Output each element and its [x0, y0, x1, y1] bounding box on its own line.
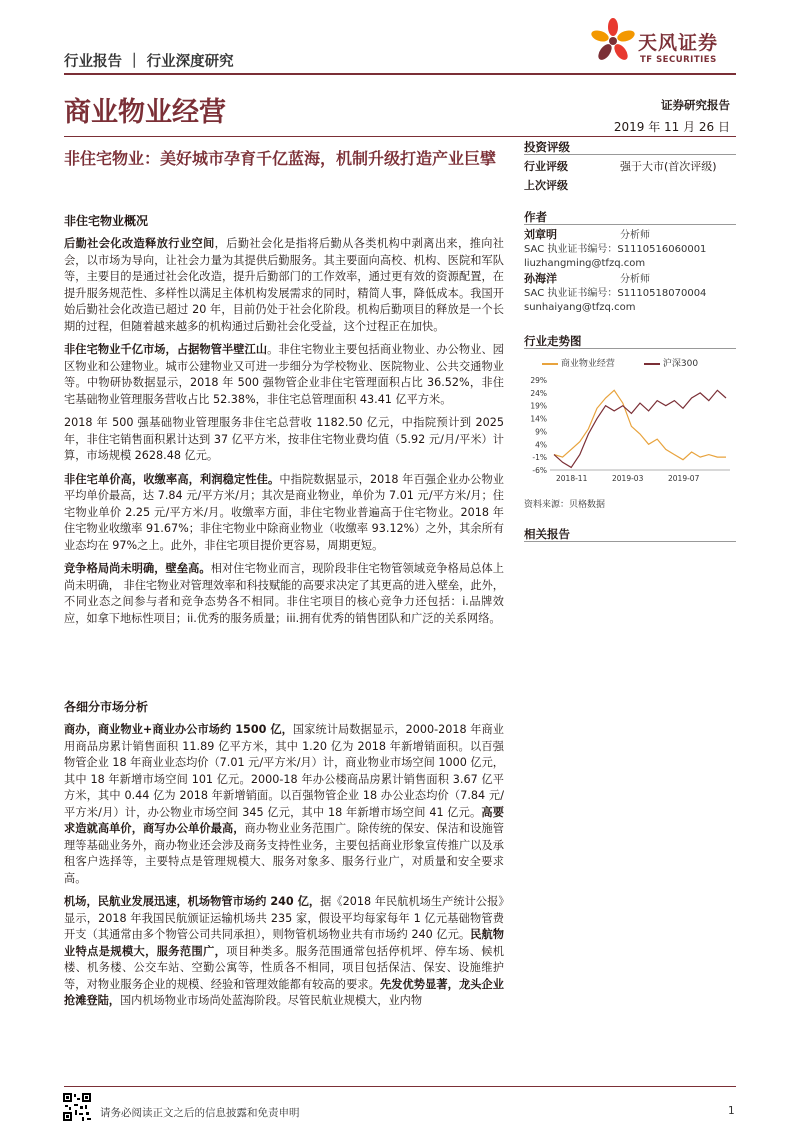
paragraph-text: 。非住宅物业主要包括商业物业、办公物业、园区物业和公建物业。城市公建物业又可进一步细分为学校物业、医院物业、公共交通物业等。中物研协数据显示，2018 年 500 强物管企业非住宅管理面积占比 36.52%，非住宅基础物业管理服务营收占比 52.38%，非住宅总管理面积 43.41 亿平方米。 — [64, 343, 504, 406]
author-email[interactable]: liuzhangming@tfzq.com — [524, 258, 646, 269]
tf-securities-logo — [590, 17, 740, 73]
report-type: 证券研究报告 — [661, 98, 730, 112]
author-role: 分析师 — [620, 230, 650, 241]
report-category: 行业报告 ｜ 行业深度研究 — [64, 54, 234, 70]
paragraph-market-size — [64, 415, 504, 465]
paragraph-text: 相对住宅物业而言，现阶段非住宅物管领域竞争格局总体上尚未明确， 非住宅物业对管理效率和科技赋能的高要求决定了其更高的进入壁垒，此外，不同业态之间参与者和竞争态势各不相同。非住宅项目的核心竞争力还包括：i.品牌效应，如拿下地标性项目；ii.优秀的服务质量；iii.拥有优秀的销售团队和广泛的关系网络。 — [64, 562, 504, 625]
paragraph-lead: 商办，商业物业+商业办公市场约 1500 亿， — [64, 723, 293, 736]
qr-code-icon[interactable] — [62, 1092, 92, 1122]
paragraph-highlight: 民航物业特点是规模大，服务范围广， — [64, 928, 504, 958]
paragraph-logistics — [64, 236, 504, 335]
y-tick-label: 24% — [530, 388, 547, 398]
page-title: 商业物业经营 — [64, 97, 226, 128]
paragraph-highlight: 高要求造就高单价，商写办公单价最高， — [64, 805, 504, 835]
report-date: 2019 年 11 月 26 日 — [613, 120, 730, 134]
y-tick-label: -1% — [532, 453, 547, 463]
paragraph-text: 2018 年 500 强基础物业管理服务非住宅总营收 1182.50 亿元，中指院预计到 2025 年，非住宅销售面积累计达到 37 亿平方米，按非住宅物业费均值（5.92 元/月/平米）计算，市场规模 2628.48 亿元。 — [64, 416, 504, 462]
author-card — [524, 228, 736, 271]
paragraph-price — [64, 472, 504, 555]
page-number: 1 — [728, 1105, 735, 1117]
y-tick-label: 29% — [530, 376, 547, 385]
author-email[interactable]: sunhaiyang@tfzq.com — [524, 302, 636, 313]
author-name: 刘章明 — [524, 228, 557, 241]
footer-disclaimer[interactable]: 请务必阅读正文之后的信息披露和免责申明 — [100, 1107, 300, 1119]
paragraph-airport — [64, 894, 504, 1010]
author-card — [524, 272, 736, 315]
paragraph-lead: 竞争格局尚未明确，壁垒高。 — [64, 562, 211, 575]
title-divider — [64, 136, 736, 137]
trend-divider — [524, 348, 736, 349]
paragraph-lead: 后勤社会化改造释放行业空间 — [64, 237, 215, 250]
section-heading-segments: 各细分市场分析 — [64, 700, 149, 714]
logo-name-en: TF SECURITIES — [640, 55, 717, 65]
section-heading-overview: 非住宅物业概况 — [64, 214, 149, 228]
trend-heading: 行业走势图 — [524, 334, 582, 348]
previous-rating-label: 上次评级 — [524, 179, 568, 192]
paragraph-text: ，后勤社会化是指将后勤从各类机构中剥离出来，推向社会，以市场为导向，让社会力量为其提供后勤服务。其主要面向高校、机构、医院和军队等，主要目的是通过社会化改造，提升后勤部门的工作效率，通过更有效的资源配置，在提升服务规范性、多样性以满足主体机构发展需求的同时，精简人事，降低成本。我国开始后勤社会化改造已超过 20 年，目前仍处于社会化阶段。机构后勤项目的释放是一个长期的过程，但随着越来越多的机构通过后勤社会化受益，这个过程正在加快。 — [64, 237, 504, 333]
logo-flower-icon — [590, 17, 636, 67]
author-cert: SAC 执业证书编号：S1110518070004 — [524, 288, 707, 299]
y-tick-label: 9% — [535, 427, 547, 437]
paragraph-text: 项目种类多。服务范围通常包括停机坪、停车场、候机楼、机务楼、公交车站、空勤公寓等，性质各不相同，项目包括保洁、保安、设施维护等，对物业服务企业的规模、经验和管理效能都有较高的要求。 — [64, 944, 504, 991]
header-divider — [64, 73, 736, 75]
legend-label-1: 沪深300 — [662, 359, 699, 369]
trend-source: 资料来源：贝格数据 — [524, 500, 606, 510]
author-cert: SAC 执业证书编号：S1110516060001 — [524, 244, 707, 255]
logo-name-cn: 天风证券 — [638, 32, 719, 54]
authors-divider — [524, 224, 736, 225]
paragraph-lead: 非住宅单价高，收缴率高，利润稳定性佳。 — [64, 472, 280, 486]
paragraph-office — [64, 722, 504, 887]
y-tick-label: 14% — [530, 414, 547, 424]
paragraph-text: 据《2018 年民航机场生产统计公报》显示，2018 年我国民航颁证运输机场共 235 家，假设平均每家每年 1 亿元基础物管费开支（其通常由多个物管公司共同承担），则物管机场物业共有市场约 240 亿元。 — [64, 895, 504, 941]
paragraph-market — [64, 342, 504, 408]
paragraph-text: 国内机场物业市场尚处蓝海阶段。尽管民航业规模大，业内物 — [119, 994, 423, 1007]
author-name: 孙海洋 — [524, 272, 557, 285]
trend-chart-svg — [524, 352, 736, 484]
industry-rating-value: 强于大市(首次评级) — [620, 160, 717, 173]
paragraph-text: 国家统计局数据显示，2000-2018 年商业用商品房累计销售面积 11.89 亿平方米，其中 1.20 亿为 2018 年新增销面积。以百强物管企业 18 年商业业态均价（7.01 元/平方米/月）计，商业物业市场空间 1000 亿元，其中 18 年新增市场空间 101 亿元。2000-18 年办公楼商品房累计销售面积 3.67 亿平方米，其中 0.44 亿为 2018 年新增销面。以百强物管企业 18 办公业态均价（7.84 元/平方米/月）计，办公物业市场空间 345 亿元，其中 18 年新增市场空间 41 亿元。 — [64, 723, 504, 819]
rating-divider — [524, 154, 736, 155]
rating-heading: 投资评级 — [524, 140, 570, 154]
body-column-1 — [64, 236, 504, 634]
paragraph-lead: 机场，民航业发展迅速，机场物管市场约 240 亿， — [64, 895, 321, 908]
y-tick-label: 19% — [530, 401, 547, 411]
x-tick-label: 2019-03 — [612, 474, 644, 483]
footer-divider — [64, 1086, 736, 1087]
industry-rating-row — [524, 158, 736, 174]
paragraph-text: 中指院数据显示，2018 年百强企业办公物业平均单价最高，达 7.84 元/平方米/月；其次是商业物业，单价为 7.01 元/平方米/月；住宅物业单价 2.25 元/平方米/月。收缴率方面，非住宅物业普遍高于住宅物业。2018 年住宅物业收缴率 91.67%；非住宅物业中除商业物业（收缴率 93.12%）之外，其余所有业态均在 97%之上。此外，非住宅项目提价更容易，周期更短。 — [64, 472, 504, 552]
paragraph-lead: 非住宅物业千亿市场，占据物管半壁江山 — [64, 343, 268, 356]
series-line-0 — [554, 390, 726, 459]
y-tick-label: -6% — [532, 466, 547, 475]
paragraph-text: 商办物业业务范围广。除传统的保安、保洁和设施管理等基础业务外，商办物业还会涉及商务支持性业务，主要包括商业形象宣传推广以及承租客户选择等，主要特点是管理规模大、服务对象多、服务行业广，对质量和安全要求高。 — [64, 822, 504, 885]
x-tick-label: 2018-11 — [556, 474, 588, 483]
report-subtitle: 非住宅物业：美好城市孕育千亿蓝海，机制升级打造产业巨擘 — [64, 149, 497, 168]
authors-heading: 作者 — [524, 210, 547, 224]
author-role: 分析师 — [620, 274, 650, 285]
trend-chart — [524, 352, 736, 484]
paragraph-competition — [64, 561, 504, 627]
x-tick-label: 2019-07 — [668, 474, 700, 483]
previous-rating-row — [524, 177, 736, 193]
industry-rating-label: 行业评级 — [524, 160, 568, 173]
related-heading: 相关报告 — [524, 527, 570, 541]
y-tick-label: 4% — [535, 440, 547, 450]
related-divider — [524, 541, 736, 542]
legend-label-0: 商业物业经营 — [560, 359, 615, 369]
paragraph-highlight: 先发优势显著，龙头企业抢滩登陆， — [64, 977, 504, 1007]
body-column-2 — [64, 722, 504, 1017]
series-line-1 — [554, 390, 726, 467]
